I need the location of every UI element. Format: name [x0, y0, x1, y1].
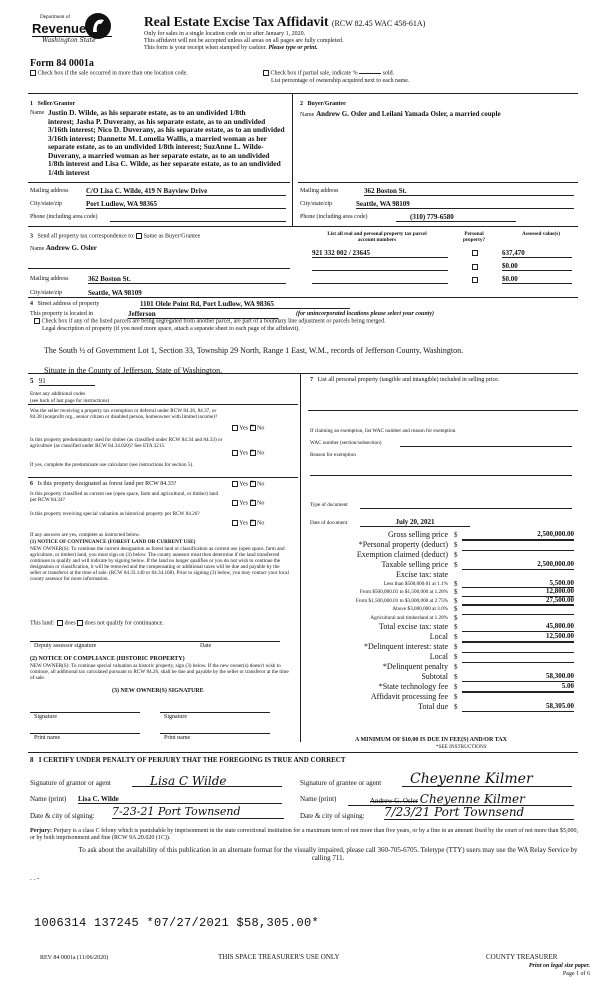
sec5-if-yes: If yes, complete the predominate use calculator (see instructions for section 5). — [30, 462, 194, 468]
tax-line — [302, 560, 580, 570]
tax-line-amount[interactable] — [462, 692, 574, 693]
legal-description-1: The South ½ of Government Lot 1, Section 33, Township 29 North, Range 1 East, W.M., records of Jefferson County, Washington. — [44, 346, 464, 355]
tax-line-dollar: $ — [454, 673, 458, 681]
new-owner-signature-2[interactable]: Signature — [164, 714, 187, 720]
tax-line-label: Total due — [418, 702, 448, 711]
grantor-sig-label: Signature of grantor or agent — [30, 779, 111, 787]
sec5-q2-no[interactable] — [250, 450, 256, 456]
segregation-checkbox[interactable] — [34, 318, 40, 324]
see-back-label: (see back of last page for instructions) — [30, 398, 110, 404]
personal-property-label: 7 List all personal property (tangible and intangible) included in selling price. — [310, 377, 500, 383]
form-title: Real Estate Excise Tax Affidavit (RCW 82.45 WAC 458-61A) — [144, 14, 426, 29]
tax-line-dollar: $ — [454, 580, 458, 588]
new-owner-print-2[interactable]: Print name — [164, 735, 191, 741]
tax-line-amount[interactable] — [462, 642, 574, 643]
sec6-heading-2: (2) NOTICE OF COMPLIANCE (HISTORIC PROPERTY) — [30, 656, 185, 662]
buyer-mail-label: Mailing address — [300, 188, 339, 194]
alt-format-text: To ask about the availability of this publication in an alternate format for the visually impaired, please call 360-705-6705. Teletype (TTY) users may use the WA Relay Service by calling 711. — [78, 846, 578, 863]
sec6-q1-yes[interactable] — [232, 481, 238, 487]
parcel-col-assessed: Assessed value(s) — [522, 231, 560, 237]
grantee-signature-field[interactable] — [402, 770, 572, 787]
tax-line-amount[interactable]: 12,500.00 — [462, 632, 574, 642]
partial-sale-checkbox[interactable] — [263, 70, 269, 76]
sec5-q2-yes[interactable] — [232, 450, 238, 456]
tax-line-label: Excise tax: state — [396, 570, 448, 579]
perjury-text: Perjury: Perjury is a class C felony which is punishable by imprisonment in the state correctional institution for a maximum term of not more than five years, or by a fine in an amount fixed by the court of not more than $5,000, or by both imprisonment and fine (RCW 9A.20.020 (1C)). — [30, 828, 578, 841]
tax-line-dollar: $ — [454, 613, 458, 622]
sec6-q2-yes[interactable] — [232, 500, 238, 506]
property-street-field[interactable]: 1101 Olele Point Rd, Port Ludlow, WA 98365 — [140, 300, 350, 309]
parcel-personal-checkbox-1[interactable] — [472, 250, 478, 256]
logo-dept-name: Revenue — [32, 21, 87, 36]
wac-field[interactable] — [400, 442, 572, 447]
correspondence-name-row: Name Andrew G. Osler — [30, 244, 97, 252]
deputy-date-label: Date — [200, 643, 212, 649]
tax-line-amount[interactable] — [462, 662, 574, 663]
tax-line-amount[interactable] — [462, 550, 574, 551]
correspondence-row: 3 Send all property tax correspondence to: Same as Buyer/Grantee — [30, 233, 201, 240]
tax-line-amount[interactable]: 27,500.00 — [462, 597, 574, 605]
seller-city-label: City/state/zip — [30, 201, 62, 207]
seller-city-field[interactable]: Port Ludlow, WA 98365 — [86, 200, 286, 209]
tax-line — [302, 605, 580, 613]
tax-line — [302, 652, 580, 662]
sec6-question-3: Is this property receiving special valuation as historical property per RCW 84.26? — [30, 511, 200, 517]
tax-line-label: *Delinquent interest: state — [364, 642, 448, 651]
tax-line — [302, 642, 580, 652]
located-label: This property is located in — [30, 311, 93, 317]
parcel-value-3[interactable]: $0.00 — [502, 275, 572, 284]
tax-line-amount[interactable]: 58,305.00 — [462, 702, 574, 712]
logo-state: Washington State — [42, 37, 96, 44]
parcel-col-numbers: List all real and personal property tax parcel account numbers — [327, 231, 427, 244]
tax-line-label: From $1,500,000.01 to $3,000,000 at 2.75% — [355, 597, 448, 604]
tax-line-amount[interactable]: 12,800.00 — [462, 588, 574, 596]
tax-line-dollar: $ — [454, 653, 458, 661]
correspondence-city-label: City/state/zip — [30, 290, 62, 296]
tax-line-label: Less than $500,000.01 at 1.1% — [383, 581, 448, 587]
partial-sale-row[interactable]: Check box if partial sale, indicate % sold. — [263, 70, 394, 77]
exemption-claim-label: If claiming an exemption, list WAC number and reason for exemption. — [310, 428, 457, 434]
rev-number: REV 84 0001a (11/06/2020) — [40, 955, 109, 961]
tax-line — [302, 550, 580, 560]
sec6-q1-no[interactable] — [250, 481, 256, 487]
parcel-personal-checkbox-2[interactable] — [472, 264, 478, 270]
land-does-checkbox[interactable] — [57, 620, 63, 626]
tax-line-amount[interactable]: 58,300.00 — [462, 672, 574, 682]
tax-line — [302, 702, 580, 712]
tax-line-dollar: $ — [454, 663, 458, 671]
new-owner-print-1[interactable]: Print name — [34, 735, 61, 741]
grantee-name-handwritten: Cheyenne Kilmer — [419, 792, 525, 806]
treasurer-use-only: THIS SPACE TREASURER'S USE ONLY — [218, 953, 340, 961]
tax-line-label: Above $3,000,000 at 3.0% — [392, 606, 448, 613]
sec5-question-1: Was the seller receiving a property tax exemption or deferral under RCW 84.36, 84.37, or 84.38 (nonprofit org., senior citizen or disabled person, homeowner with limited income)? — [30, 408, 218, 421]
sec6-question-1: 6 Is this property designated as forest land per RCW 84.33? — [30, 481, 177, 487]
buyer-city-field[interactable]: Seattle, WA 98109 — [356, 200, 574, 209]
doc-date-field[interactable]: July 20, 2021 — [360, 518, 470, 527]
grantee-name-label: Name (print) — [300, 795, 337, 803]
tax-line-label: Gross selling price — [388, 530, 448, 539]
tax-line — [302, 540, 580, 550]
revenue-logo — [28, 12, 120, 54]
deputy-sig-label: Deputy assessor signature — [34, 643, 97, 649]
tax-line-amount[interactable]: 2,500,000.00 — [462, 530, 574, 540]
cashier-stamp: 1006314 137245 *07/27/2021 $58,305.00* — [34, 916, 320, 930]
grantor-signature: Lisa C Wilde — [150, 774, 227, 788]
sec6-question-2: Is this property classified as current use (open space, farm and agricultural, or timber) land per RCW 84.34? — [30, 491, 219, 504]
grantor-date-label: Date & city of signing: — [30, 812, 95, 820]
grantee-name-struck: Andrew G. Osler — [370, 797, 419, 805]
tax-line-amount[interactable] — [462, 605, 574, 606]
sec6-q3-yes[interactable] — [232, 520, 238, 526]
form-subtitle-1: Only for sales in a single location code on or after January 1, 2020. — [144, 31, 306, 37]
minimum-due-note: A MINIMUM OF $10.00 IS DUE IN FEE(S) AND/OR TAX — [355, 737, 507, 743]
tax-line — [302, 570, 580, 580]
same-as-buyer-checkbox[interactable] — [136, 233, 142, 239]
tax-line-dollar: $ — [454, 643, 458, 651]
stamp-dots: . . - — [30, 874, 40, 882]
legal-desc-label: Legal description of property (if you need more space, attach a separate sheet to each page of the affidavit). — [42, 326, 300, 332]
tax-line-label: *Delinquent penalty — [382, 662, 448, 671]
multi-location-checkbox-row[interactable]: Check box if the sale occurred in more than one location code. — [30, 70, 188, 77]
grantee-sig-label: Signature of grantee or agent — [300, 779, 382, 787]
tax-line-dollar: $ — [454, 683, 458, 691]
tax-line-label: Local — [429, 632, 448, 641]
multi-location-checkbox[interactable] — [30, 70, 36, 76]
tax-line — [302, 597, 580, 605]
correspondence-city-field[interactable]: Seattle, WA 98109 — [88, 289, 286, 298]
tax-line-label: Total excise tax: state — [379, 622, 448, 631]
tax-line-label: *Personal property (deduct) — [358, 540, 448, 549]
tax-line-amount[interactable]: 5,500.00 — [462, 580, 574, 588]
grantee-date-field[interactable]: 7/23/21 Port Townsend — [384, 805, 574, 820]
tax-line-dollar: $ — [454, 605, 458, 614]
tax-line-amount[interactable]: 5.00 — [462, 682, 574, 692]
page-number: Page 1 of 6 — [562, 971, 590, 977]
form-subtitle-2: This affidavit will not be accepted unless all areas on all pages are fully completed. — [144, 38, 344, 44]
tax-line-amount[interactable]: 2,500,000.00 — [462, 560, 574, 570]
tax-line-label: Taxable selling price — [381, 560, 448, 569]
property-county-field[interactable]: Jefferson — [128, 310, 278, 319]
parcel-value-1[interactable]: 637,470 — [502, 249, 572, 258]
buyer-phone-label: Phone (including area code) — [300, 214, 368, 220]
parcel-value-2[interactable]: $0.00 — [502, 262, 572, 271]
seller-name-block: Justin D. Wilde, as his separate estate, as to an undivided 1/8th interest; Jasha P. Duverany, as his separate estate, as to an undivided 3/16th interest; Nico D. Duverany, as his separate estate, as to an undivided 3/16th interest; Dannette M. Lomelia Wallis, a married woman as her separate estate, as to an undivided 1/8th interest; SuzAnne L. Wilde- Duverany, a married woman as her separate estate, as to an undivided 1/8th interest and Lisa C. Wilde, as her separate estate, as to an undivided 1/4th interest — [48, 108, 285, 177]
tax-line-dollar: $ — [454, 561, 458, 569]
buyer-name-row: Name Andrew G. Osler and Leilani Yamada Osler, a married couple — [300, 110, 501, 118]
sec5-q1-answer: Yes × No — [232, 425, 264, 432]
tax-line-label: Affidavit processing fee — [370, 692, 448, 701]
sec6-paragraph-2: NEW OWNER(S): To continue special valuation as historic property, sign (3) below. If the new owner(s) doesn't wish to continue, all additional tax calculated pursuant to RCW 84.26, shall be due and payable by the seller or transferor at the time of sale. — [30, 663, 289, 682]
sec6-paragraph-1: NEW OWNER(S): To continue the current designation as forest land or classification as current use (open space, farm and agriculture, or timber) land, you must sign on (3) below. The county assessor must then determine if the land transferred continues to qualify and will indicate by signing below. If the land no longer qualifies or you do not wish to continue the designation or classification, it will be removed and the compensating or additional taxes will be due and payable by the seller or transferor at the time of sale. (RCW 84.33.140 or 84.34.108). Prior to signing (3) below, you may contact your local county assessor for more information. — [30, 546, 289, 583]
tax-line-amount[interactable] — [462, 614, 574, 615]
buyer-phone-field[interactable]: (310) 779-6580 — [396, 213, 516, 222]
tax-line — [302, 622, 580, 632]
grantor-name-field[interactable]: Lisa C. Wilde — [78, 795, 282, 804]
tax-line-dollar: $ — [454, 551, 458, 559]
legal-paper-note: Print on legal size paper. — [528, 963, 590, 969]
doc-type-label: Type of document — [310, 502, 348, 508]
land-does-not-checkbox[interactable] — [77, 620, 83, 626]
tax-line — [302, 530, 580, 540]
sec6-q1-answer: Yes × No — [232, 481, 264, 488]
tax-line — [302, 614, 580, 622]
county-treasurer: COUNTY TREASURER — [486, 953, 558, 961]
tax-line-label: *State technology fee — [378, 682, 448, 691]
grantee-signature: Cheyenne Kilmer — [410, 771, 533, 787]
doc-date-label: Date of document — [310, 520, 348, 526]
tax-line — [302, 672, 580, 682]
grantee-date-label: Date & city of signing: — [300, 812, 365, 820]
sec6-q3-answer: Yes × No — [232, 520, 264, 527]
sec6-q2-no[interactable] — [250, 500, 256, 506]
tax-line — [302, 580, 580, 588]
tax-line — [302, 692, 580, 702]
sec5-q1-yes[interactable] — [232, 425, 238, 431]
doc-type-field[interactable] — [360, 505, 572, 509]
correspondence-mail-field[interactable]: 362 Boston St. — [88, 275, 286, 284]
street-label-row: 4 Street address of property — [30, 301, 100, 307]
tax-line — [302, 632, 580, 642]
additional-codes-label: Enter any additional codes — [30, 391, 86, 397]
sec6-note: If any answers are yes, complete as instructed below. — [30, 532, 141, 538]
parcel-number-3[interactable] — [312, 275, 448, 284]
use-code-field[interactable]: 91 — [39, 377, 95, 386]
parcel-number-2[interactable] — [312, 262, 448, 271]
land-qualify-row: This land: does does not qualify for continuance. — [30, 620, 164, 627]
grantor-date-field[interactable]: 7-23-21 Port Townsend — [112, 805, 284, 819]
parcel-personal-checkbox-3[interactable] — [472, 277, 478, 283]
tax-line-label: From $500,000.01 to $1,500,000 at 1.28% — [359, 589, 448, 596]
tax-line-dollar: $ — [454, 693, 458, 701]
seller-phone-label: Phone (including area code) — [30, 214, 98, 220]
certify-statement: 8 I CERTIFY UNDER PENALTY OF PERJURY THAT THE FOREGOING IS TRUE AND CORRECT — [30, 756, 346, 764]
tax-line-dollar: $ — [454, 703, 458, 711]
buyer-heading: 2 Buyer/Grantee — [300, 101, 346, 107]
new-owner-signature-1[interactable]: Signature — [34, 714, 57, 720]
buyer-city-label: City/state/zip — [300, 201, 332, 207]
parcel-col-personal: Personal property? — [462, 231, 486, 244]
tax-line-dollar: $ — [454, 588, 458, 597]
correspondence-mail-label: Mailing address — [30, 276, 69, 282]
legal-description-2: Situate in the County of Jefferson, State of Washington. — [44, 366, 223, 375]
parcel-number-1[interactable]: 921 332 002 / 23645 — [312, 249, 448, 258]
see-instructions-note: *SEE INSTRUCTIONS — [436, 744, 487, 750]
segregation-checkbox-row[interactable]: Check box if any of the listed parcels are being segregated from another parcel, are part of a boundary line adjustment or parcels being merged. — [34, 318, 386, 325]
sec5-question-2: Is this property predominantly used for timber (as classified under RCW 84.34 and 84.33) or agriculture (as classified under RCW 84.34.020)? See ETA 3215. — [30, 437, 223, 450]
tax-line-dollar: $ — [454, 633, 458, 641]
tax-line-label: Subtotal — [421, 672, 448, 681]
tax-line-amount[interactable]: 45,800.00 — [462, 622, 574, 632]
tax-line-label: Local — [429, 652, 448, 661]
buyer-mail-field[interactable]: 362 Boston St. — [364, 187, 574, 196]
seller-mail-label: Mailing address — [30, 188, 69, 194]
percentage-note: List percentage of ownership acquired next to each name. — [271, 78, 410, 84]
tax-line — [302, 588, 580, 596]
seller-heading: 1 Seller/Grantor — [30, 101, 76, 107]
seller-name-label: Name — [30, 110, 45, 116]
tax-line-amount[interactable] — [462, 652, 574, 653]
use-code-row: 5 91 — [30, 377, 95, 386]
logo-dept-line: Department of — [40, 14, 71, 20]
tax-line — [302, 662, 580, 672]
seller-mail-field[interactable]: C/O Lisa C. Wilde, 419 N Bayview Drive — [86, 187, 286, 196]
sec6-q2-answer: Yes × No — [232, 500, 264, 507]
exemption-reason-label: Reason for exemption — [310, 452, 356, 458]
grantor-name-label: Name (print) — [30, 795, 67, 803]
tax-line-dollar: $ — [454, 596, 458, 605]
tax-line-label: Agricultural and timberland at 1.28% — [370, 614, 448, 621]
uninc-note: (for unincorporated locations please select your county) — [296, 311, 434, 317]
sec5-q1-no[interactable] — [250, 425, 256, 431]
tax-line — [302, 682, 580, 692]
seller-phone-field[interactable] — [110, 213, 286, 222]
grantor-signature-field[interactable] — [132, 772, 282, 787]
wac-label: WAC number (section/subsection) — [310, 440, 382, 446]
tax-line-dollar: $ — [454, 531, 458, 539]
tax-line-dollar: $ — [454, 541, 458, 549]
sec6-q3-no[interactable] — [250, 520, 256, 526]
form-subtitle-3: This form is your receipt when stamped by cashier. Please type or print. — [144, 45, 318, 51]
sec5-q2-answer: Yes × No — [232, 450, 264, 457]
sec6-heading-3: (3) NEW OWNER(S) SIGNATURE — [112, 688, 204, 694]
tax-line-label: Exemption claimed (deduct) — [356, 550, 448, 559]
form-number: Form 84 0001a — [30, 58, 94, 69]
sec6-heading-1: (1) NOTICE OF CONTINUANCE (FOREST LAND OR CURRENT USE) — [30, 539, 196, 545]
tax-line-amount[interactable] — [462, 540, 574, 541]
tax-line-dollar: $ — [454, 623, 458, 631]
